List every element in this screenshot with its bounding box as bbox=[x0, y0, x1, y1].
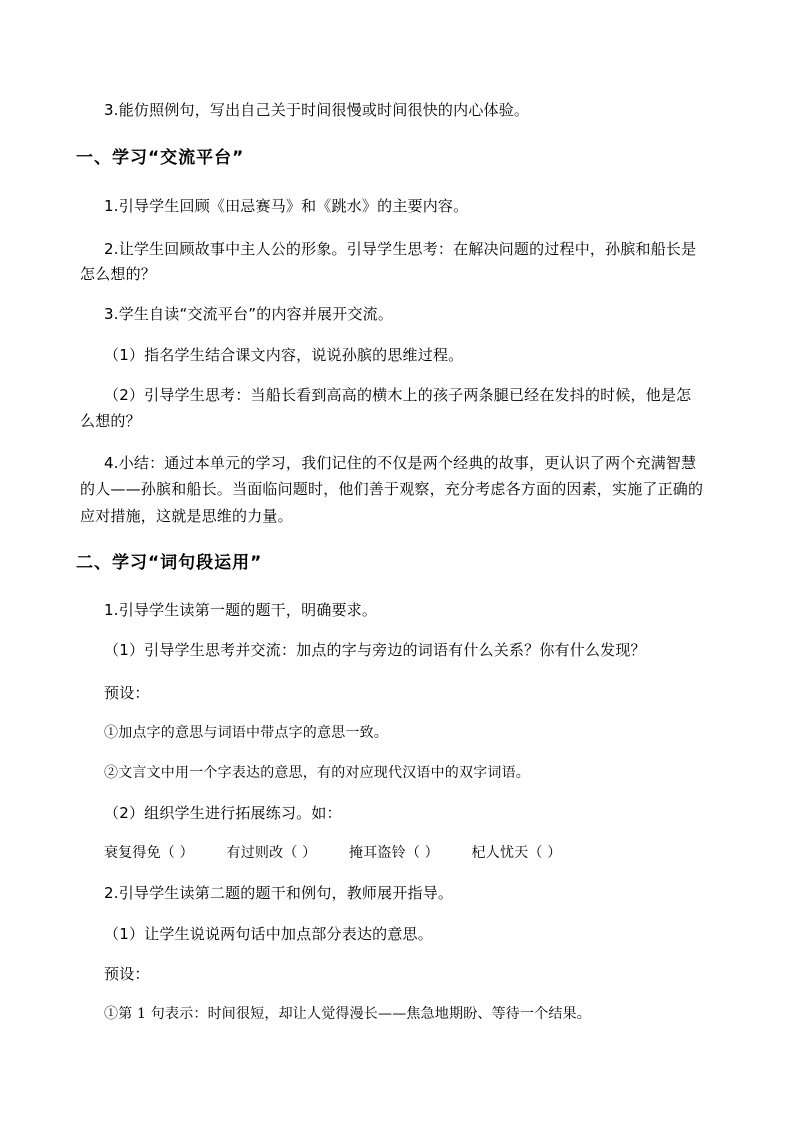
s1-paragraph-1: 1.引导学生回顾《田忌赛马》和《跳水》的主要内容。 bbox=[104, 197, 469, 215]
blank-item: 有过则改（ ） bbox=[226, 845, 317, 861]
s1-paragraph-3-2-line-1: （2）引导学生思考：当船长看到高高的横木上的孩子两条腿已经在发抖的时候，他是怎 bbox=[104, 386, 692, 404]
s1-paragraph-2-line-2: 怎么想的？ bbox=[80, 265, 157, 283]
exercise-blanks-row bbox=[104, 837, 724, 869]
section-1-title: 一、学习“交流平台” bbox=[76, 148, 245, 168]
s2-preset-b: ②文言文中用一个字表达的意思，有的对应现代汉语中的双字词语。 bbox=[104, 765, 530, 781]
section-2-title: 二、学习“词句段运用” bbox=[76, 553, 263, 573]
blank-item: 衰复得免（ ） bbox=[104, 845, 194, 861]
s2-preset-c: ①第 1 句表示：时间很短，却让人觉得漫长——焦急地期盼、等待一个结果。 bbox=[104, 1006, 592, 1022]
s1-paragraph-3-1: （1）指名学生结合课文内容，说说孙膑的思维过程。 bbox=[104, 346, 464, 364]
objective-3: 3.能仿照例句，写出自己关于时间很慢或时间很快的内心体验。 bbox=[104, 101, 530, 119]
s1-paragraph-4-line-1: 4.小结：通过本单元的学习，我们记住的不仅是两个经典的故事，更认识了两个充满智慧 bbox=[104, 454, 697, 472]
blank-item: 掩耳盗铃（ ） bbox=[349, 845, 439, 861]
s1-paragraph-3-2-line-2: 么想的？ bbox=[80, 412, 141, 430]
s2-paragraph-1: 1.引导学生读第一题的题干，明确要求。 bbox=[104, 601, 378, 619]
s2-preset-a: ①加点字的意思与词语中带点字的意思一致。 bbox=[104, 725, 388, 741]
s2-paragraph-1-2: （2）组织学生进行拓展练习。如： bbox=[104, 804, 342, 822]
s2-paragraph-1-1: （1）引导学生思考并交流：加点的字与旁边的词语有什么关系？你有什么发现？ bbox=[104, 641, 646, 659]
s1-paragraph-3: 3.学生自读“交流平台”的内容并展开交流。 bbox=[104, 305, 394, 323]
s2-paragraph-2-1: （1）让学生说说两句话中加点部分表达的意思。 bbox=[104, 925, 433, 943]
s1-paragraph-4-line-2: 的人——孙膑和船长。当面临问题时，他们善于观察，充分考虑各方面的因素，实施了正确的 bbox=[80, 480, 704, 498]
s1-paragraph-2-line-1: 2.让学生回顾故事中主人公的形象。引导学生思考：在解决问题的过程中，孙膑和船长是 bbox=[104, 240, 697, 258]
s2-preset-label-2: 预设： bbox=[104, 965, 150, 983]
blank-item: 杞人忧天（ ） bbox=[471, 845, 562, 861]
s1-paragraph-4-line-3: 应对措施，这就是思维的力量。 bbox=[80, 507, 293, 525]
s2-paragraph-2: 2.引导学生读第二题的题干和例句，教师展开指导。 bbox=[104, 884, 454, 902]
s2-preset-label: 预设： bbox=[104, 684, 150, 702]
